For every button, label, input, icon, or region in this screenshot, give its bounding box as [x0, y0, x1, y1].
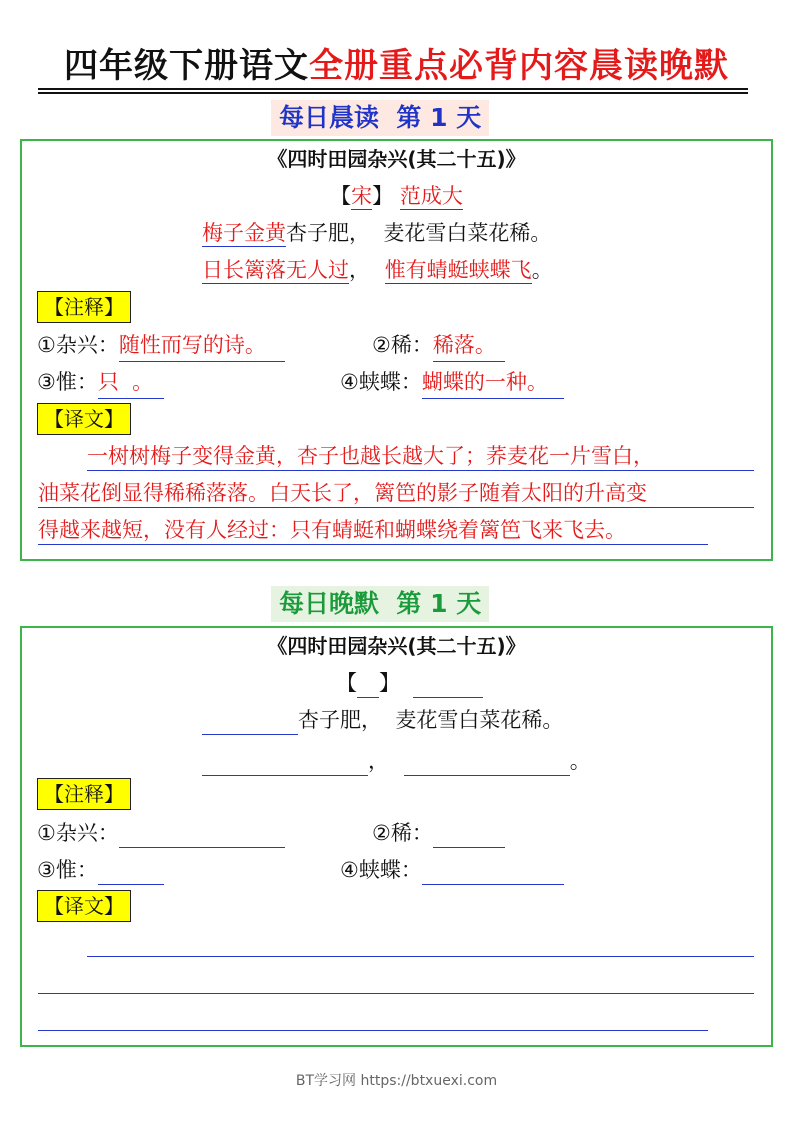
note1-value: 随性而写的诗。: [119, 330, 285, 362]
evening-note4: [340, 855, 564, 885]
note1-blank[interactable]: [119, 825, 285, 848]
dynasty-blank[interactable]: [357, 675, 379, 698]
footer-watermark: BT学习网 https://btxuexi.com: [295, 1073, 498, 1089]
title-part2: 全册重点必背内容晨读晚默: [309, 46, 729, 86]
note2-blank[interactable]: [433, 825, 505, 848]
note4-label: ④蛱蝶：: [340, 370, 422, 394]
line2-a: 日长篱落无人过: [202, 258, 349, 282]
evening-note3: [37, 855, 164, 885]
morning-notes-label: 【注释】: [37, 291, 131, 323]
morning-note4: [340, 367, 564, 399]
translation-line-3: 得越来越短，没有人经过：只有蜻蜓和蝴蝶绕着篱笆飞来飞去。: [38, 518, 626, 542]
morning-author: 范成大: [399, 184, 463, 208]
note4-label: ④蛱蝶：: [340, 858, 422, 882]
line2a-blank[interactable]: [202, 753, 368, 776]
page-title: [0, 42, 793, 90]
line1-rest: 杏子肥， 麦花雪白菜花稀。: [286, 221, 552, 245]
translation-line-1: 一树树梅子变得金黄，杏子也越长越大了；荞麦花一片雪白，: [87, 444, 654, 468]
note3-label: ③惟：: [37, 370, 98, 394]
evening-translation-line-1[interactable]: [87, 956, 754, 957]
evening-translation-label: 【译文】: [37, 890, 131, 922]
period: 。: [569, 749, 591, 773]
translation-line-2: 油菜花倒显得稀稀落落。白天长了，篱笆的影子随着太阳的升高变: [38, 481, 647, 505]
evening-translation-line-2[interactable]: [38, 993, 754, 994]
line2-b: 惟有蜻蜓蛱蝶飞: [384, 258, 532, 282]
morning-poem-title: 《四时田园杂兴(其二十五)》: [267, 147, 526, 171]
morning-dynasty: 宋: [351, 184, 373, 208]
bracket-open: 【: [336, 671, 357, 695]
evening-poem-title: 《四时田园杂兴(其二十五)》: [267, 634, 526, 658]
evening-translation-line-3[interactable]: [38, 1030, 708, 1031]
evening-note1: [37, 818, 285, 848]
evening-heading: 每日晚默 第 1 天: [271, 586, 489, 622]
evening-poem-line2: [202, 746, 591, 776]
evening-author-line: [336, 668, 483, 698]
line2b-blank[interactable]: [404, 753, 570, 776]
line1-blank[interactable]: [202, 712, 298, 735]
note2-label: ②稀：: [372, 821, 433, 845]
morning-note1: [37, 330, 285, 362]
title-part1: 四年级下册语文: [64, 46, 309, 86]
note3-blank[interactable]: [98, 862, 164, 885]
line2-comma: ，: [349, 258, 370, 282]
line2-end: 。: [531, 258, 553, 282]
translation-underline-1: [87, 470, 754, 471]
morning-poem-line1: [202, 218, 551, 248]
line1-rest: 杏子肥， 麦花雪白菜花稀。: [298, 708, 564, 732]
evening-poem-line1: [202, 705, 563, 735]
note3-value: 只 。: [98, 367, 164, 399]
comma: ，: [368, 749, 389, 773]
note1-label: ①杂兴：: [37, 821, 119, 845]
bracket-open: 【: [330, 184, 352, 208]
evening-note2: [372, 818, 505, 848]
morning-heading: 每日晨读 第 1 天: [271, 100, 489, 136]
note4-value: 蝴蝶的一种。: [422, 367, 564, 399]
note2-label: ②稀：: [372, 333, 433, 357]
bracket-close: 】: [372, 184, 394, 208]
author-blank[interactable]: [413, 675, 483, 698]
note4-blank[interactable]: [422, 862, 564, 885]
morning-translation-label: 【译文】: [37, 403, 131, 435]
note3-label: ③惟：: [37, 858, 98, 882]
title-rule-top: [38, 88, 748, 90]
morning-poem-line2: [202, 255, 553, 285]
translation-underline-3: [38, 544, 708, 545]
morning-note3: [37, 367, 164, 399]
note1-label: ①杂兴：: [37, 333, 119, 357]
morning-author-line: [20, 181, 773, 211]
line1-red: 梅子金黄: [202, 221, 286, 245]
bracket-close: 】: [379, 671, 400, 695]
morning-note2: [372, 330, 505, 362]
evening-notes-label: 【注释】: [37, 778, 131, 810]
title-rule-bottom: [38, 92, 748, 94]
note2-value: 稀落。: [433, 330, 505, 362]
translation-underline-2: [38, 507, 754, 508]
